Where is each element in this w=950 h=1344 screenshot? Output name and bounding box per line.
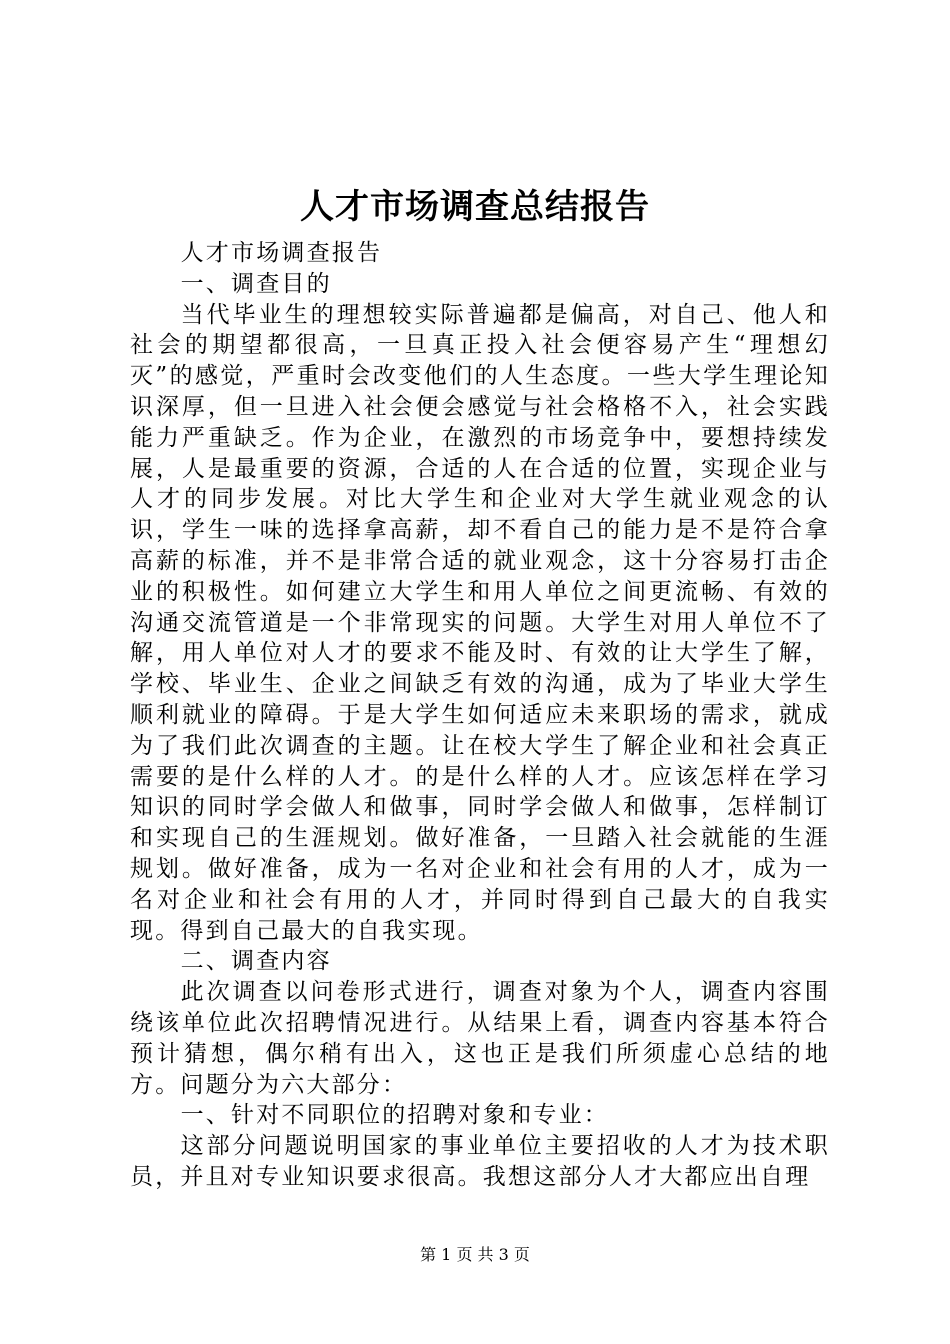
paragraph-purpose: 当代毕业生的理想较实际普遍都是偏高，对自己、他人和社会的期望都很高，一旦真正投入社会便容易产生“理想幻灭”的感觉，严重时会改变他们的人生态度。一些大学生理论知识深厚，但一旦进入社会便会感觉与社会格格不入，社会实践能力严重缺乏。作为企业，在激烈的市场竞争中，要想持续发展，人是最重要的资源，合适的人在合适的位置，实现企业与人才的同步发展。对比大学生和企业对大学生就业观念的认识，学生一味的选择拿高薪，却不看自己的能力是不是符合拿高薪的标准，并不是非常合适的就业观念，这十分容易打击企业的积极性。如何建立大学生和用人单位之间更流畅、有效的沟通交流管道是一个非常现实的问题。大学生对用人单位不了解，用人单位对人才的要求不能及时、有效的让大学生了解，学校、毕业生、企业之间缺乏有效的沟通，成为了毕业大学生顺利就业的障碍。于是大学生如何适应未来职场的需求，就成为了我们此次调查的主题。让在校大学生了解企业和社会真正需要的是什么样的人才。的是什么样的人才。应该怎样在学习知识的同时学会做人和做事，同时学会做人和做事，怎样制订和实现自己的生涯规划。做好准备，一旦踏入社会就能的生涯规划。做好准备，成为一名对企业和社会有用的人才，成为一名对企业和社会有用的人才，并同时得到自己最大的自我实现。得到自己最大的自我实现。 bbox=[130, 301, 830, 944]
subsection-heading-positions: 一、针对不同职位的招聘对象和专业： bbox=[180, 1102, 609, 1129]
section-heading-purpose: 一、调查目的 bbox=[180, 270, 332, 297]
section-heading-content: 二、调查内容 bbox=[180, 948, 332, 975]
paragraph-positions: 这部分问题说明国家的事业单位主要招收的人才为技术职员，并且对专业知识要求很高。我想这部分人才大都应出自理 bbox=[130, 1133, 830, 1190]
document-body bbox=[130, 238, 830, 1193]
paragraph-report-heading: 人才市场调查报告 bbox=[180, 240, 383, 266]
page-number-footer: 第 1 页 共 3 页 bbox=[420, 1245, 530, 1264]
document-title: 人才市场调查总结报告 bbox=[300, 187, 650, 227]
paragraph-content: 此次调查以问卷形式进行，调查对象为个人，调查内容围绕该单位此次招聘情况进行。从结果上看，调查内容基本符合预计猜想，偶尔稍有出入，这也正是我们所须虚心总结的地方。问题分为六大部分： bbox=[130, 979, 830, 1098]
